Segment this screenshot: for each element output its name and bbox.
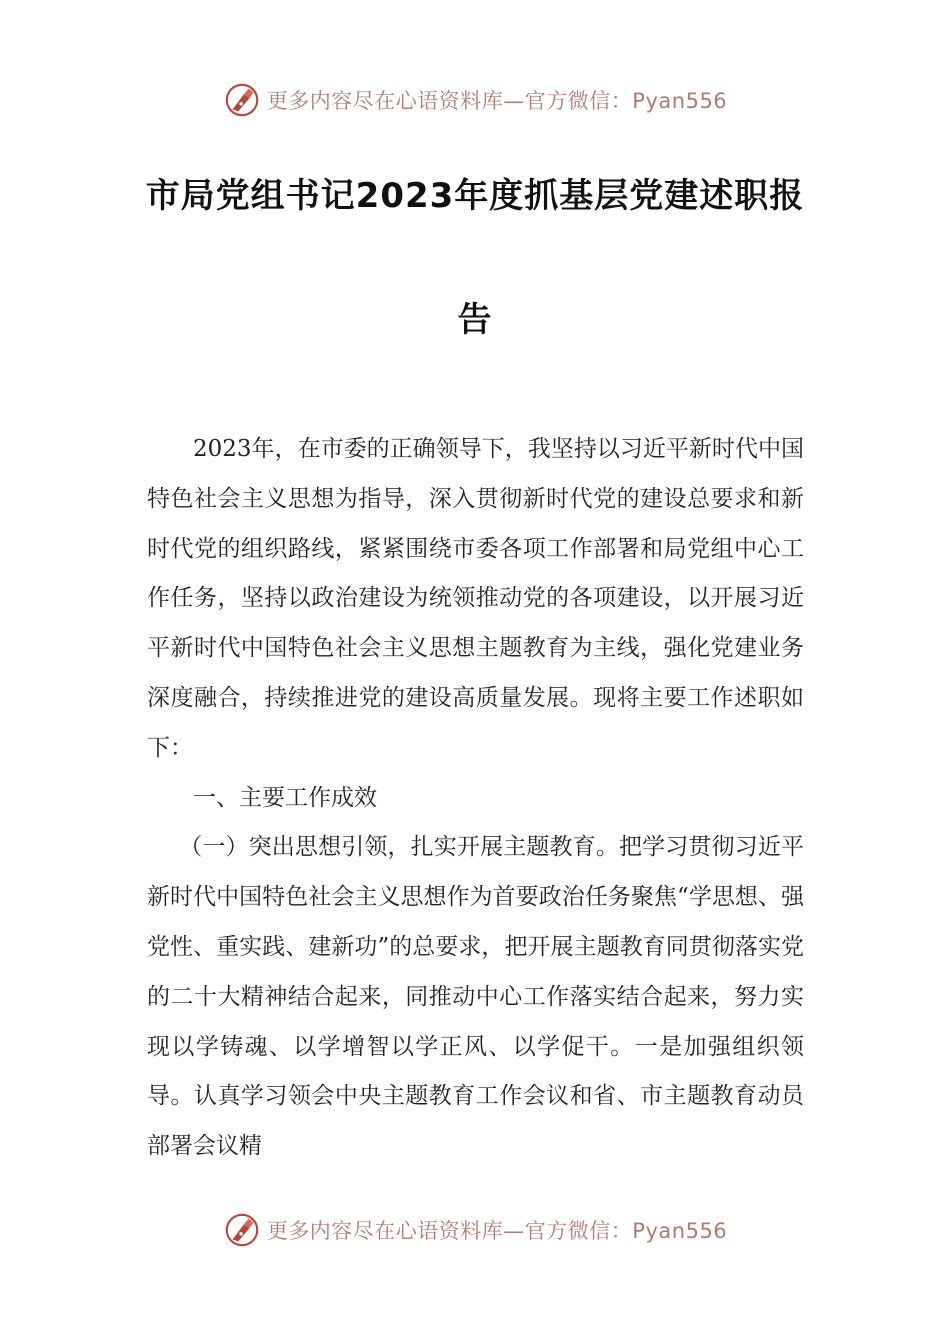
- document-body: [147, 425, 804, 1172]
- subsection-paragraph: （一）突出思想引领，扎实开展主题教育。把学习贯彻习近平新时代中国特色社会主义思想作为首要政治任务聚焦“学思想、强党性、重实践、建新功”的总要求，把开展主题教育同贯彻落实党的二十大精神结合起来，同推动中心工作落实结合起来，努力实现以学铸魂、以学增智以学正风、以学促干。一是加强组织领导。认真学习领会中央主题教育工作会议和省、市主题教育动员部署会议精: [147, 834, 804, 1160]
- pen-nib-icon: [223, 81, 261, 119]
- watermark-header: [0, 78, 950, 122]
- document-title-line1: 市局党组书记2023年度抓基层党建述职报: [145, 176, 805, 216]
- pen-nib-icon: [223, 1211, 261, 1249]
- intro-paragraph: 2023年，在市委的正确领导下，我坚持以习近平新时代中国特色社会主义思想为指导，深入贯彻新时代党的建设总要求和新时代党的组织路线，紧紧围绕市委各项工作部署和局党组中心工作任务，坚持以政治建设为统领推动党的各项建设，以开展习近平新时代中国特色社会主义思想主题教育为主线，强化党建业务深度融合，持续推进党的建设高质量发展。现将主要工作述职如下：: [147, 436, 804, 761]
- watermark-footer: [0, 1208, 950, 1252]
- section-heading: 一、主要工作成效: [193, 784, 377, 811]
- watermark-text: 更多内容尽在心语资料库—官方微信：Pyan556: [266, 89, 728, 113]
- watermark-text: 更多内容尽在心语资料库—官方微信：Pyan556: [266, 1219, 728, 1243]
- document-title-line2: 告: [457, 300, 493, 340]
